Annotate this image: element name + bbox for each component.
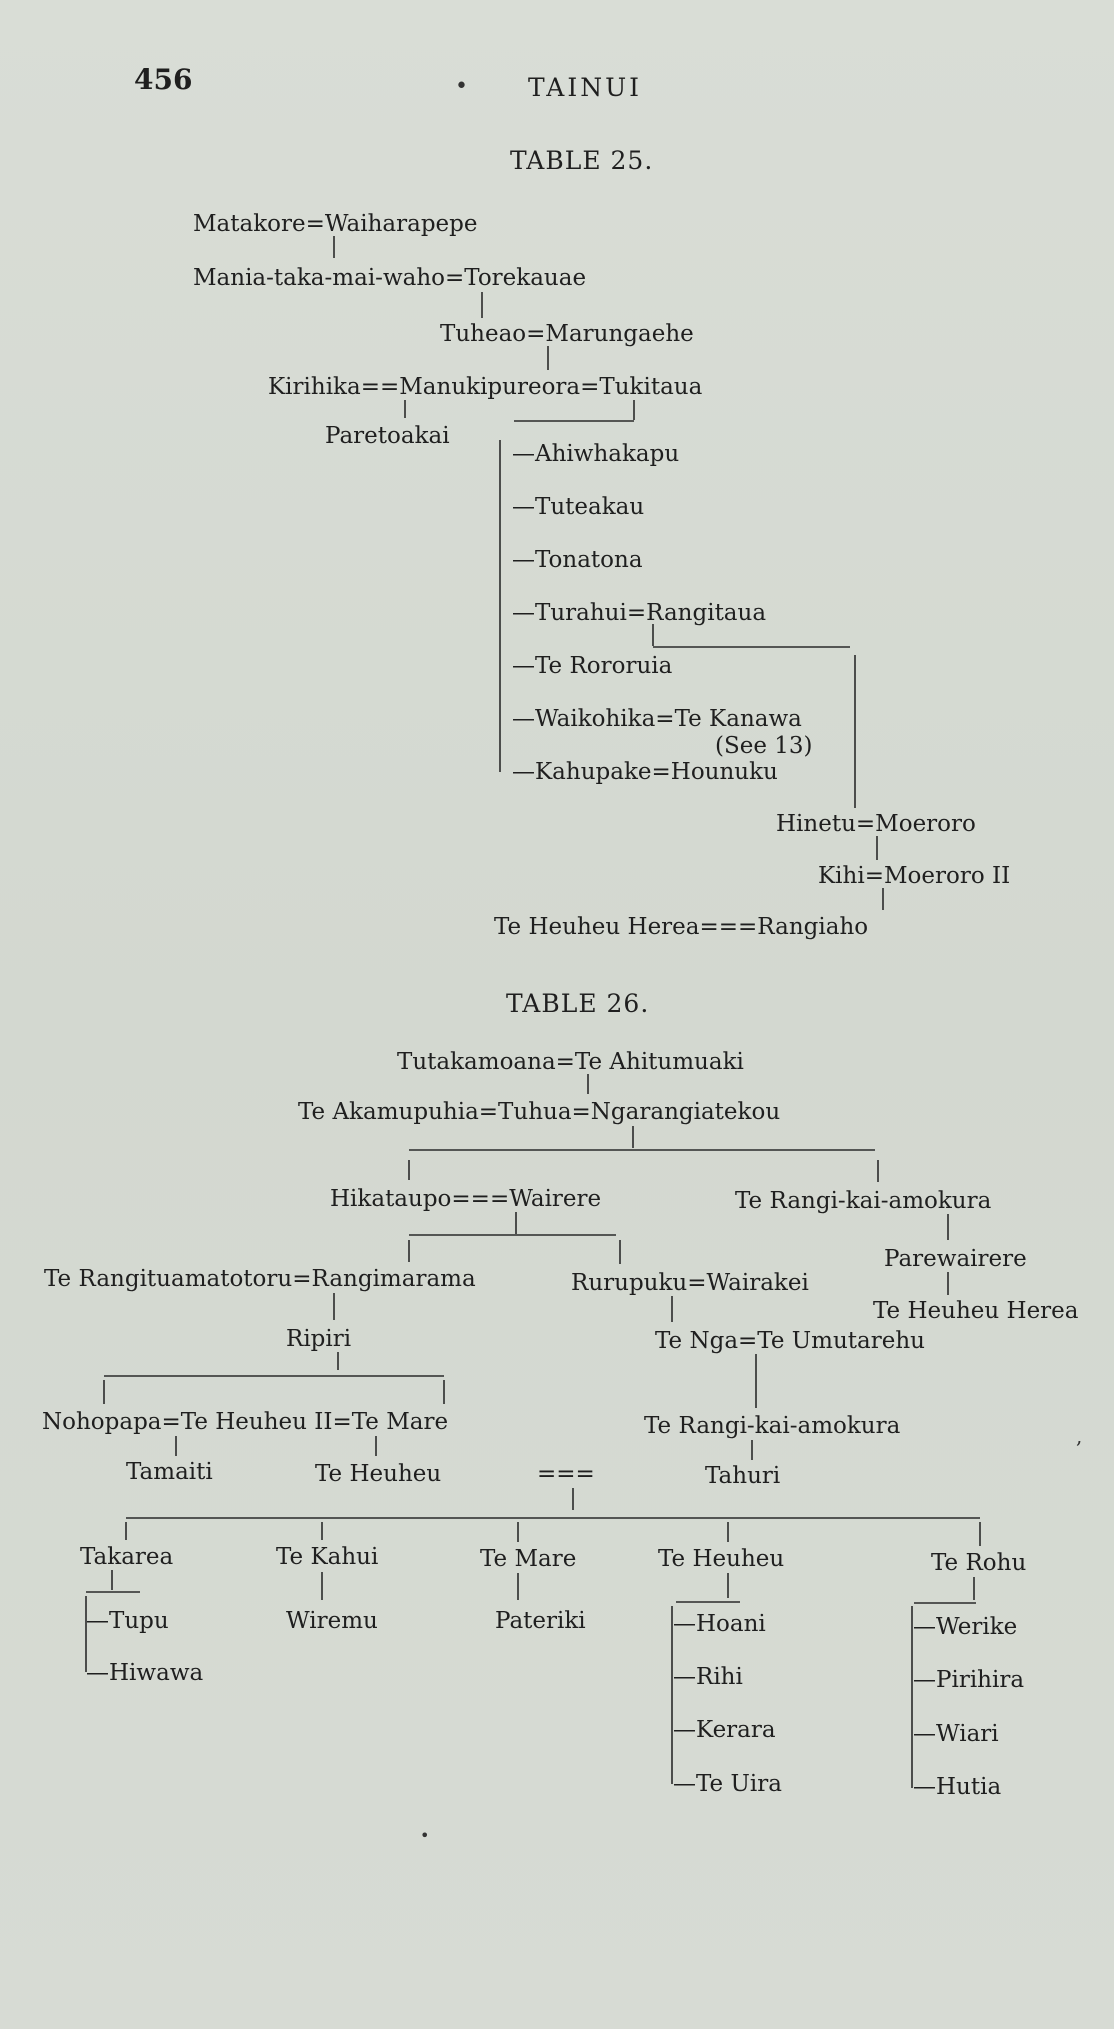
- t26-takarea: Takarea: [80, 1544, 174, 1570]
- t26-nohopapa: Nohopapa=Te Heuheu II=Te Mare: [42, 1409, 449, 1435]
- t26-pateriki: Pateriki: [495, 1608, 586, 1634]
- t25-hinetu: Hinetu=Moeroro: [776, 811, 976, 837]
- t26-teheuheu: Te Heuheu: [315, 1461, 442, 1487]
- t25-see13: (See 13): [715, 733, 813, 759]
- stray-mark: •: [455, 74, 468, 99]
- t26-terohu: Te Rohu: [931, 1550, 1027, 1576]
- t25-waikohika: —Waikohika=Te Kanawa: [512, 706, 802, 732]
- t26-temare: Te Mare: [480, 1546, 577, 1572]
- t25-matakore: Matakore=Waiharapepe: [193, 211, 478, 237]
- page-number: 456: [134, 63, 193, 96]
- t26-tamaiti: Tamaiti: [126, 1459, 213, 1485]
- t25-tuheao: Tuheao=Marungaehe: [440, 321, 694, 347]
- running-title: TAINUI: [528, 73, 643, 102]
- t26-wiari: —Wiari: [913, 1721, 999, 1747]
- table-26-title: TABLE 26.: [506, 989, 650, 1018]
- t26-hikataupo: Hikataupo===Wairere: [330, 1186, 602, 1212]
- t25-ahiwhakapu: —Ahiwhakapu: [512, 441, 680, 467]
- t26-hutia: —Hutia: [913, 1774, 1002, 1800]
- t25-kahupake: —Kahupake=Hounuku: [512, 759, 778, 785]
- t26-ripiri: Ripiri: [286, 1326, 352, 1352]
- t25-kihi: Kihi=Moeroro II: [818, 863, 1011, 889]
- t26-tahuri: Tahuri: [705, 1463, 781, 1489]
- t26-werike: —Werike: [913, 1614, 1018, 1640]
- t26-tutakamoana: Tutakamoana=Te Ahitumuaki: [397, 1049, 744, 1075]
- t26-rangikaiamokura: Te Rangi-kai-amokura: [735, 1188, 992, 1214]
- stray-mark-right: ,: [1076, 1424, 1083, 1448]
- t25-heuheu-herea: Te Heuheu Herea===Rangiaho: [494, 914, 869, 940]
- t25-mania: Mania-taka-mai-waho=Torekauae: [193, 265, 587, 291]
- t26-teheuheu2: Te Heuheu: [658, 1546, 785, 1572]
- t26-rurupuku: Rurupuku=Wairakei: [571, 1270, 809, 1296]
- t25-turahui: —Turahui=Rangitaua: [512, 600, 767, 626]
- t26-parewairere: Parewairere: [884, 1246, 1027, 1272]
- t26-rangikaiamokura2: Te Rangi-kai-amokura: [644, 1413, 901, 1439]
- t26-tekahui: Te Kahui: [276, 1544, 379, 1570]
- t26-rihi: —Rihi: [673, 1664, 743, 1690]
- t26-teuira: —Te Uira: [673, 1771, 782, 1797]
- t26-tenga: Te Nga=Te Umutarehu: [655, 1328, 925, 1354]
- t26-tupu: —Tupu: [86, 1608, 169, 1634]
- table-25-title: TABLE 25.: [510, 146, 654, 175]
- t25-kirihika: Kirihika==Manukipureora=Tukitaua: [268, 374, 703, 400]
- t26-kerara: —Kerara: [673, 1717, 776, 1743]
- t26-rangituamatotoru: Te Rangituamatotoru=Rangimarama: [44, 1266, 476, 1292]
- t25-paretoakai: Paretoakai: [325, 423, 450, 449]
- t25-rororuia: —Te Rororuia: [512, 653, 673, 679]
- t26-marriage: ===: [537, 1461, 595, 1487]
- stray-dot: •: [420, 1826, 430, 1845]
- t26-hiwawa: —Hiwawa: [86, 1660, 204, 1686]
- t26-wiremu: Wiremu: [286, 1608, 378, 1634]
- t26-pirihira: —Pirihira: [913, 1667, 1025, 1693]
- t25-tonatona: —Tonatona: [512, 547, 643, 573]
- t26-akamupuhia: Te Akamupuhia=Tuhua=Ngarangiatekou: [298, 1099, 781, 1125]
- t25-tuteakau: —Tuteakau: [512, 494, 645, 520]
- t26-hoani: —Hoani: [673, 1611, 766, 1637]
- t26-heuheu-herea: Te Heuheu Herea: [873, 1298, 1079, 1324]
